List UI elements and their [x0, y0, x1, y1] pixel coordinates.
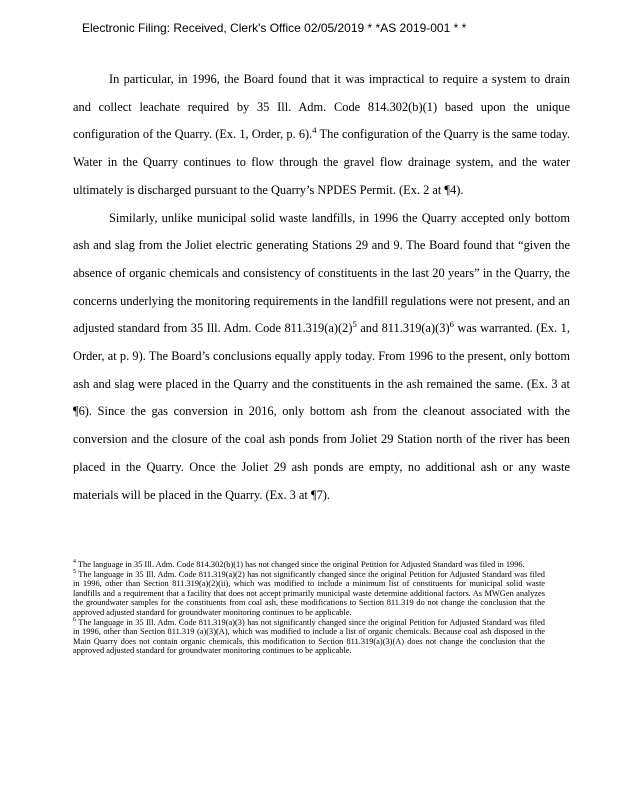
body-text: [73, 66, 570, 509]
footnote-number: 6: [73, 616, 76, 623]
footnote-number: 4: [73, 559, 76, 566]
footnote-ref[interactable]: 6: [449, 319, 454, 330]
footnote: [73, 618, 545, 656]
paragraph: [73, 205, 570, 510]
footnote: [73, 560, 545, 570]
paragraph-text: was warranted. (Ex. 1, Order, at p. 9). The Board’s conclusions equally apply today. From 1996 to the present, only bottom ash and slag were placed in the Quarry and the constituents in the ash remained the same. (Ex. 3 at ¶6). Since the gas conversion in 2016, only bottom ash from the cleanout associated with the conversion and the closure of the coal ash ponds from Joliet 29 Station north of the river has been placed in the Quarry. Once the Joliet 29 ash ponds are empty, no additional ash or any waste materials will be placed in the Quarry. (Ex. 3 at ¶7).: [73, 321, 570, 502]
footnote-text: The language in 35 Ill. Adm. Code 814.302(b)(1) has not changed since the original Petition for Adjusted Standard was filed in 1996.: [77, 560, 525, 569]
footnote-number: 5: [73, 568, 76, 575]
paragraph-text: Similarly, unlike municipal solid waste landfills, in 1996 the Quarry accepted only bottom ash and slag from the Joliet electric generating Stations 29 and 9. The Board found that “given the absence of organic chemicals and consistency of constituents in the last 20 years” in the Quarry, the concerns underlying the monitoring requirements in the landfill regulations were not present, and an adjusted standard from 35 Ill. Adm. Code 811.319(a)(2): [73, 210, 570, 336]
paragraph-text: In particular, in 1996, the Board found that it was impractical to require a system to drain and collect leachate required by 35 Ill. Adm. Code 814.302(b)(1) based upon the unique configuration of the Quarry. (Ex. 1, Order, p. 6).: [73, 72, 570, 142]
filing-header: Electronic Filing: Received, Clerk's Office 02/05/2019 * *AS 2019-001 * *: [82, 21, 467, 35]
footnote-text: The language in 35 Ill. Adm. Code 811.319(a)(3) has not significantly changed since the original Petition for Adjusted Standard was filed in 1996, other than Section 811.319 (a)(3)(A), which was modified to include a list of organic chemicals. Because coal ash disposed in the Main Quarry does not contain organic chemicals, this modification to Section 811.319(a)(3)(A) does not change the conclusion that the approved adjusted standard for groundwater monitoring continues to be applicable.: [73, 617, 545, 656]
footnote-ref[interactable]: 4: [312, 125, 317, 136]
paragraph-text: and 811.319(a)(3): [356, 321, 450, 336]
footnotes: [73, 560, 545, 656]
footnote: [73, 570, 545, 618]
footnote-text: The language in 35 Ill. Adm. Code 811.319(a)(2) has not significantly changed since the original Petition for Adjusted Standard was filed in 1996, other than Section 811.319(a)(2)(ii), which was modified to include a minimum list of constituents for municipal solid waste landfills and a requirement that a facility that does not accept primarily municipal waste determine additional factors. As MWGen analyzes the groundwater samples for the constituents from coal ash, these modifications to Section 811.319 do not change the conclusion that the approved adjusted standard for groundwater monitoring continues to be applicable.: [73, 569, 545, 617]
paragraph: [73, 66, 570, 205]
paragraph-text: The configuration of the Quarry is the same today. Water in the Quarry continues to flow through the gravel flow drainage system, and the water ultimately is discharged pursuant to the Quarry’s NPDES Permit. (Ex. 2 at ¶4).: [73, 127, 570, 197]
footnote-ref[interactable]: 5: [352, 319, 357, 330]
